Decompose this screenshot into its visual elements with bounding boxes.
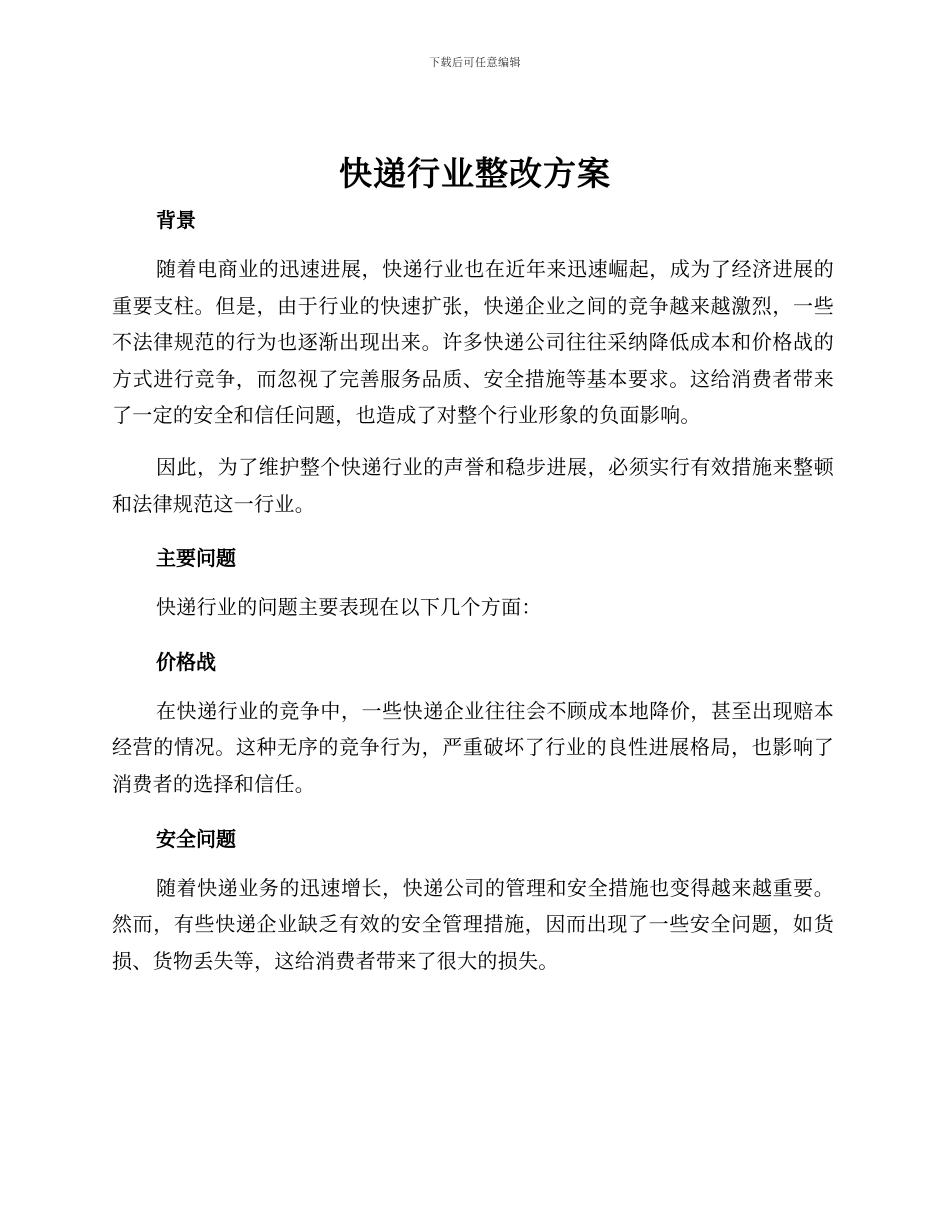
section-heading-price-war: 价格战 [156, 649, 216, 674]
section-heading-safety: 安全问题 [156, 826, 236, 851]
paragraph-price-war: 在快递行业的竞争中，一些快递企业往往会不顾成本地降价，甚至出现赔本经营的情况。这种无序的竞争行为，严重破坏了行业的良性进展格局，也影响了消费者的选择和信任。 [112, 698, 834, 796]
section-heading-background: 背景 [156, 208, 196, 232]
document-body [112, 203, 834, 979]
paragraph-background-1: 随着电商业的迅速进展，快递行业也在近年来迅速崛起，成为了经济进展的重要支柱。但是，由于行业的快速扩张，快递企业之间的竞争越来越激烈，一些不法律规范的行为也逐渐出现出来。许多快递公司往往采纳降低成本和价格战的方式进行竞争，而忽视了完善服务品质、安全措施等基本要求。这给消费者带来了一定的安全和信任问题，也造成了对整个行业形象的负面影响。 [112, 257, 834, 428]
section-heading-main-issues: 主要问题 [156, 546, 236, 571]
paragraph-main-issues: 快递行业的问题主要表现在以下几个方面： [156, 595, 542, 620]
document-title: 快递行业整改方案 [339, 154, 611, 193]
header-note: 下载后可任意编辑 [429, 56, 521, 69]
paragraph-background-2: 因此，为了维护整个快递行业的声誉和稳步进展，必须实行有效措施来整顿和法律规范这一行业。 [112, 454, 834, 516]
paragraph-safety: 随着快递业务的迅速增长，快递公司的管理和安全措施也变得越来越重要。然而，有些快递企业缺乏有效的安全管理措施，因而出现了一些安全问题，如货损、货物丢失等，这给消费者带来了很大的损失。 [112, 875, 834, 973]
